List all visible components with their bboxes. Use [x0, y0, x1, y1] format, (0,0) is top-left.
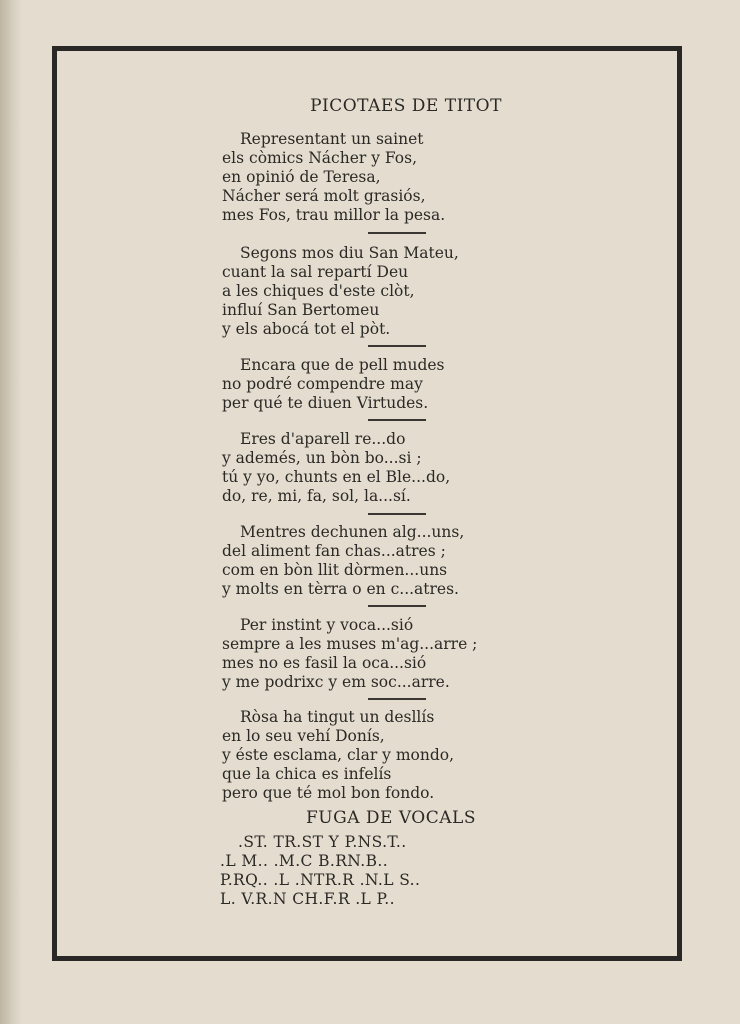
verse-line: y me podrixc y em soc...arre. — [222, 673, 450, 691]
fuga-de-vocals — [220, 833, 520, 909]
verse-line: del aliment fan chas...atres ; — [222, 542, 446, 560]
frame-border-right — [677, 46, 682, 961]
puzzle-line: P.RQ.. .L .NTR.R .N.L S.. — [220, 871, 421, 889]
section-title: FUGA DE VOCALS — [306, 808, 476, 828]
stanza-6 — [222, 616, 522, 692]
frame-border-left — [52, 46, 57, 961]
stanza-separator — [368, 232, 426, 234]
verse-line: Encara que de pell mudes — [240, 356, 445, 374]
verse-line: pero que té mol bon fondo. — [222, 784, 435, 802]
verse-line: y éste esclama, clar y mondo, — [222, 746, 455, 764]
stanza-separator — [368, 698, 426, 700]
verse-line: Nácher será molt grasiós, — [222, 187, 426, 205]
verse-line: influí San Bertomeu — [222, 301, 380, 319]
verse-line: sempre a les muses m'ag...arre ; — [222, 635, 478, 653]
verse-line: per qué te diuen Virtudes. — [222, 394, 429, 412]
verse-line: y molts en tèrra o en c...atres. — [222, 580, 459, 598]
stanza-separator — [368, 605, 426, 607]
verse-line: cuant la sal repartí Deu — [222, 263, 409, 281]
book-spine — [0, 0, 22, 1024]
verse-line: els còmics Nácher y Fos, — [222, 149, 418, 167]
verse-line: en lo seu vehí Donís, — [222, 727, 385, 745]
verse-line: Eres d'aparell re...do — [240, 430, 406, 448]
puzzle-line: .ST. TR.ST Y P.NS.T.. — [238, 833, 407, 851]
frame-border-top — [52, 46, 682, 51]
verse-line: y els abocá tot el pòt. — [222, 320, 391, 338]
verse-line: tú y yo, chunts en el Ble...do, — [222, 468, 451, 486]
verse-line: no podré compendre may — [222, 375, 423, 393]
verse-line: mes no es fasil la oca...sió — [222, 654, 427, 672]
stanza-separator — [368, 345, 426, 347]
stanza-3 — [222, 356, 522, 413]
puzzle-line: L. V.R.N CH.F.R .L P.. — [220, 890, 395, 908]
verse-line: en opinió de Teresa, — [222, 168, 381, 186]
frame-border-bottom — [52, 956, 682, 961]
verse-line: Representant un sainet — [240, 130, 424, 148]
stanza-separator — [368, 419, 426, 421]
verse-line: y ademés, un bòn bo...si ; — [222, 449, 422, 467]
stanza-2 — [222, 244, 522, 339]
verse-line: Mentres dechunen alg...uns, — [240, 523, 465, 541]
stanza-separator — [368, 513, 426, 515]
verse-line: que la chica es infelís — [222, 765, 392, 783]
verse-line: Ròsa ha tingut un desllís — [240, 708, 435, 726]
stanza-5 — [222, 523, 522, 599]
verse-line: com en bòn llit dòrmen...uns — [222, 561, 448, 579]
stanza-1 — [222, 130, 522, 225]
verse-line: Segons mos diu San Mateu, — [240, 244, 459, 262]
verse-line: mes Fos, trau millor la pesa. — [222, 206, 446, 224]
verse-line: Per instint y voca...sió — [240, 616, 414, 634]
stanza-4 — [222, 430, 522, 506]
verse-line: do, re, mi, fa, sol, la...sí. — [222, 487, 411, 505]
verse-line: a les chiques d'este clòt, — [222, 282, 415, 300]
stanza-7 — [222, 708, 522, 803]
page-title: PICOTAES DE TITOT — [310, 96, 502, 116]
poem-content — [60, 58, 672, 948]
puzzle-line: .L M.. .M.C B.RN.B.. — [220, 852, 389, 870]
